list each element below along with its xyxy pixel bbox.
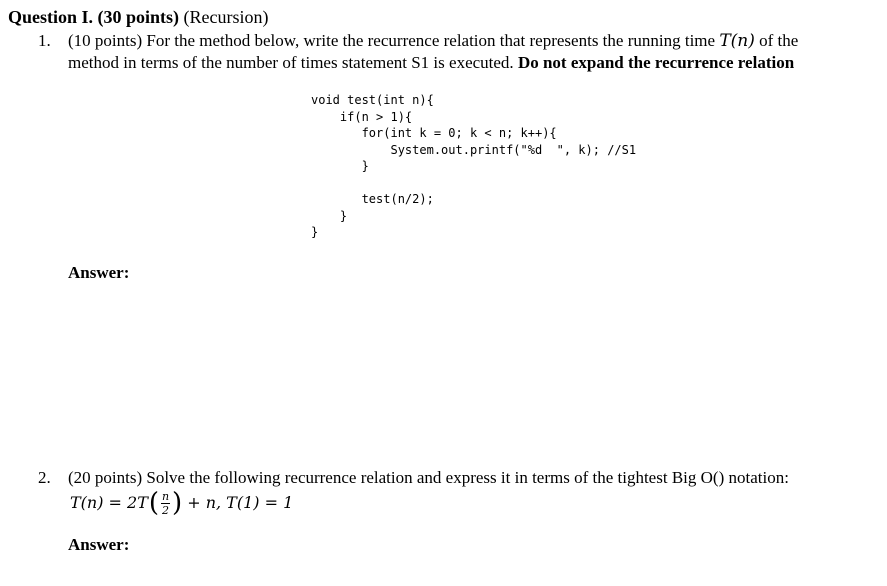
formula-fraction bbox=[161, 491, 170, 516]
question-1-instruction-bold: Do not expand the recurrence relation bbox=[517, 53, 795, 72]
formula-left-paren: ( bbox=[148, 488, 160, 518]
question-1-line-1-text: (10 points) For the method below, write the recurrence relation that represents the running time bbox=[68, 31, 720, 50]
question-heading-topic: (Recursion) bbox=[183, 7, 269, 27]
question-1-line-2 bbox=[68, 52, 794, 74]
question-1-line-1 bbox=[68, 30, 798, 52]
question-2-number: 2. bbox=[38, 468, 51, 487]
answer-1-label: Answer: bbox=[68, 263, 130, 282]
question-heading bbox=[8, 6, 269, 28]
recurrence-formula bbox=[70, 488, 293, 518]
formula-lhs: T(n) = 2T bbox=[70, 493, 148, 512]
formula-numerator: n bbox=[162, 489, 170, 503]
formula-denominator: 2 bbox=[162, 503, 170, 517]
code-block: void test(int n){ if(n > 1){ for(int k = 0; k < n; k++){ System.out.printf("%d ", k); //S1 } test(n/2); } } bbox=[311, 93, 637, 239]
answer-2-label: Answer: bbox=[68, 535, 130, 554]
question-heading-bold: Question I. (30 points) bbox=[8, 7, 180, 27]
question-1-math-tn: T(n) bbox=[719, 31, 755, 51]
question-1-number: 1. bbox=[38, 31, 51, 50]
formula-rhs: + n, T(1) = 1 bbox=[187, 493, 294, 512]
question-1-line-1-end: of the bbox=[754, 31, 799, 50]
question-1-line-2-text: method in terms of the number of times statement S1 is executed. bbox=[68, 53, 518, 72]
formula-right-paren: ) bbox=[172, 488, 183, 518]
question-2-text: (20 points) Solve the following recurrence relation and express it in terms of the tightest Big O() notation: bbox=[68, 468, 789, 487]
